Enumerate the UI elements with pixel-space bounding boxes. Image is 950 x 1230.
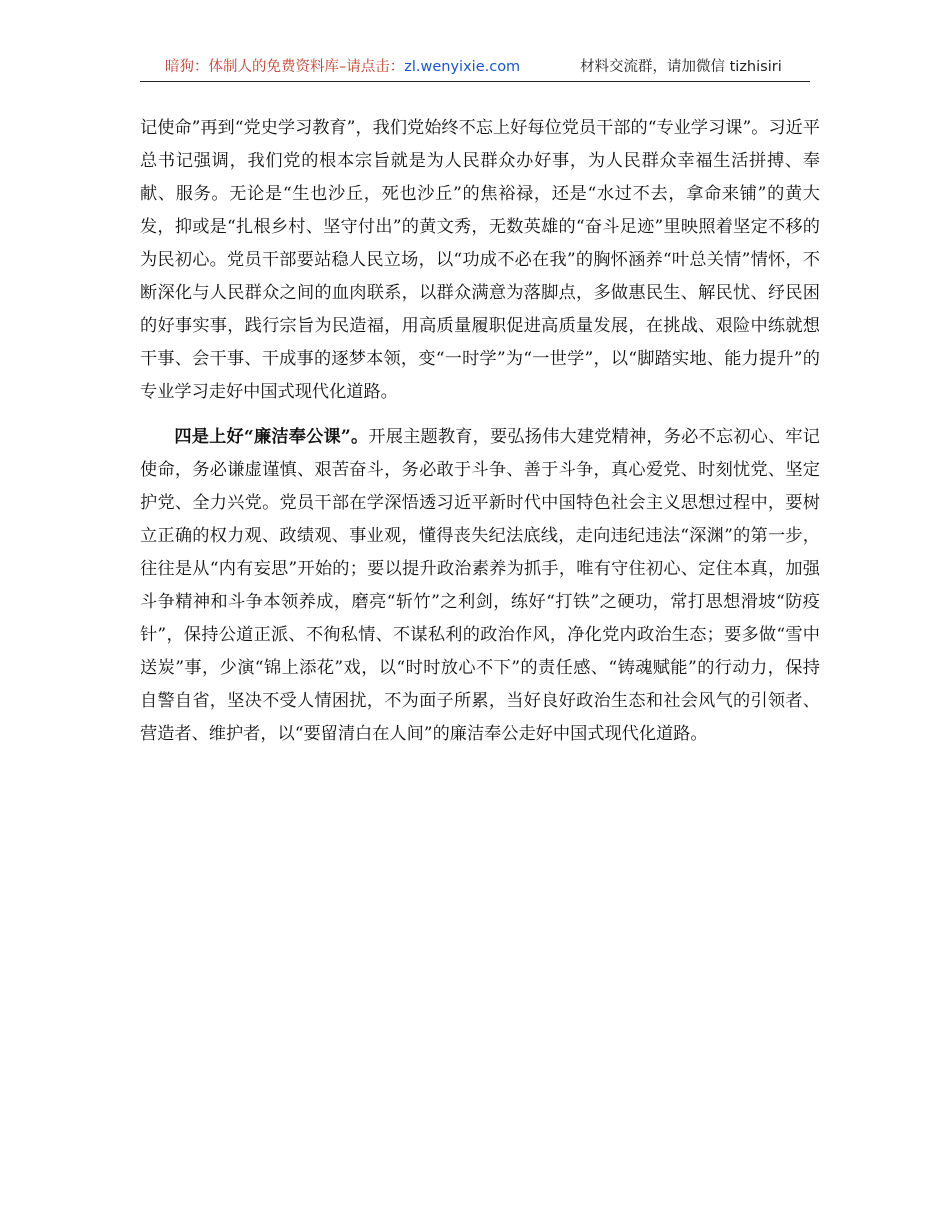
page-header xyxy=(140,57,810,82)
group-contact-text: 材料交流群，请加微信 tizhisiri xyxy=(580,59,782,75)
link-prompt: –请点击： xyxy=(339,59,405,75)
paragraph-2 xyxy=(140,421,820,751)
document-body xyxy=(140,112,820,763)
paragraph-1 xyxy=(140,112,820,409)
paragraph-1-text: 记使命”再到“党史学习教育”，我们党始终不忘上好每位党员干部的“专业学习课”。习近平总书记强调，我们党的根本宗旨就是为人民群众办好事，为人民群众幸福生活拼搏、奉献、服务。无论是“生也沙丘，死也沙丘”的焦裕禄，还是“水过不去，拿命来铺”的黄大发，抑或是“扎根乡村、坚守付出”的黄文秀，无数英雄的“奋斗足迹”里映照着坚定不移的为民初心。党员干部要站稳人民立场，以“功成不必在我”的胸怀涵养“叶总关情”情怀，不断深化与人民群众之间的血肉联系，以群众满意为落脚点，多做惠民生、解民忧、纾民困的好事实事，践行宗旨为民造福，用高质量履职促进高质量发展，在挑战、艰险中练就想干事、会干事、干成事的逐梦本领，变“一时学”为“一世学”，以“脚踏实地、能力提升”的专业学习走好中国式现代化道路。 xyxy=(140,118,820,402)
paragraph-2-heading: 四是上好“廉洁奉公课”。 xyxy=(174,427,369,447)
paragraph-2-text: 开展主题教育，要弘扬伟大建党精神，务必不忘初心、牢记使命，务必谦虚谨慎、艰苦奋斗，务必敢于斗争、善于斗争，真心爱党、时刻忧党、坚定护党、全力兴党。党员干部在学深悟透习近平新时代中国特色社会主义思想过程中，要树立正确的权力观、政绩观、事业观，懂得丧失纪法底线，走向违纪违法“深渊”的第一步，往往是从“内有妄思”开始的；要以提升政治素养为抓手，唯有守住初心、定住本真，加强斗争精神和斗争本领养成，磨亮“斩竹”之利剑，练好“打铁”之硬功，常打思想滑坡“防疫针”，保持公道正派、不徇私情、不谋私利的政治作风，净化党内政治生态；要多做“雪中送炭”事，少演“锦上添花”戏，以“时时放心不下”的责任感、“铸魂赋能”的行动力，保持自警自省，坚决不受人情困扰，不为面子所累，当好良好政治生态和社会风气的引领者、营造者、维护者，以“要留清白在人间”的廉洁奉公走好中国式现代化道路。 xyxy=(140,427,820,744)
site-name: 暗狗：体制人的免费资料库 xyxy=(165,59,339,75)
header-site-info xyxy=(165,57,520,77)
site-url-link[interactable]: zl.wenyixie.com xyxy=(404,59,521,75)
